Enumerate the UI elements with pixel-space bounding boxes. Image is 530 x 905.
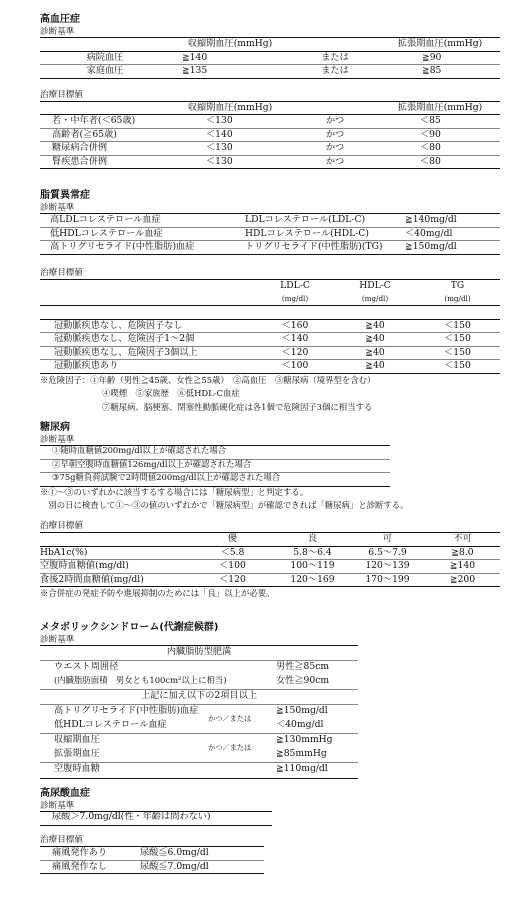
table-row	[40, 847, 264, 861]
list-item: ②早朝空腹時血糖値126mg/dl以上が確認された場合	[40, 460, 390, 474]
table-cell: ≧200	[449, 573, 476, 585]
table-row	[40, 560, 500, 574]
table-header: TG	[450, 279, 465, 291]
table-header: 拡張期血圧(mmHg)	[397, 101, 483, 113]
table-header: LDL-C	[280, 279, 310, 291]
table-cell: HDLコレステロール(HDL-C)	[245, 227, 405, 241]
table-cell: かつ	[290, 115, 380, 129]
table-cell: 尿酸≦6.0mg/dl	[140, 847, 264, 861]
dyslipidemia-note: ④喫煙 ⑤家族歴 ⑥低HDL-C血症	[102, 388, 240, 399]
unit-label: (mg/dl)	[281, 293, 309, 303]
table-header: HDL-C	[359, 279, 391, 291]
table-cell: ≧90	[380, 51, 500, 65]
table-cell: 空腹時血糖値(mg/dl)	[40, 560, 190, 574]
table-row	[40, 241, 500, 255]
table-cell: ＜130	[170, 115, 290, 129]
diabetes-note: ※①〜③のいずれかに該当するする場合には「糖尿病型」と判定する。	[40, 486, 308, 497]
table-cell: 冠動脈疾患なし、危険因子1〜2個	[40, 333, 255, 347]
table-cell: ＜40mg/dl	[405, 227, 500, 241]
table-cell: かつ	[325, 155, 345, 167]
table-cell: または	[290, 51, 380, 65]
table-cell: ＜80	[420, 155, 441, 167]
table-cell: ≧135	[182, 65, 208, 77]
table-cell: ≧110mg/dl	[276, 763, 328, 775]
table-row	[40, 227, 500, 241]
table-cell: ＜100	[281, 360, 309, 372]
table-cell: LDLコレステロール(LDL-C)	[245, 214, 405, 228]
table-cell: 冠動脈疾患あり	[54, 360, 119, 372]
hypertension-goal-label: 治療目標値	[40, 89, 83, 100]
table-cell: ＜140	[255, 333, 335, 347]
table-cell: 100〜119	[275, 560, 350, 574]
table-row	[40, 155, 500, 169]
table-cell: 若・中年者(＜65歳)	[40, 115, 170, 129]
table-cell: 6.5〜7.9	[350, 546, 425, 560]
unit-label: (mg/dl)	[444, 293, 471, 303]
table-row	[40, 115, 500, 129]
metabolic-dx-label: 診断基準	[40, 634, 75, 645]
dyslipidemia-title: 脂質異常症	[40, 190, 90, 201]
table-cell: ＜80	[380, 142, 500, 156]
table-cell: または	[321, 65, 349, 77]
diabetes-title: 糖尿病	[40, 422, 70, 433]
table-cell: ≧140mg/dl	[405, 214, 500, 228]
table-cell: ≧85	[422, 65, 442, 77]
table-cell: ＜150	[415, 333, 500, 347]
hyperuricemia-goal-label: 治療目標値	[40, 835, 83, 846]
table-cell: 冠動脈疾患なし、危険因子なし	[40, 319, 255, 333]
table-cell: ＜130	[206, 155, 233, 167]
table-row	[40, 51, 500, 65]
table-header: 可	[382, 533, 393, 545]
table-cell: 170〜199	[365, 573, 410, 585]
table-cell: ＜150	[415, 346, 500, 360]
table-cell: 低HDLコレステロール血症	[40, 227, 245, 241]
table-cell: 家庭血圧	[86, 65, 124, 77]
table-cell: 腎疾患合併例	[52, 155, 108, 167]
table-header: 収縮期血圧(mmHg)	[187, 101, 273, 113]
table-cell: 高トリグリセライド(中性脂肪)血症	[50, 241, 195, 253]
table-cell: 尿酸≦7.0mg/dl	[140, 860, 209, 872]
table-cell: 5.8〜6.4	[275, 546, 350, 560]
table-cell: 冠動脈疾患なし、危険因子3個以上	[40, 346, 255, 360]
table-cell: ＜150	[444, 360, 471, 372]
table-row	[40, 142, 500, 156]
table-cell: ＜150	[415, 319, 500, 333]
conjunction-label: かつ／または	[208, 743, 252, 753]
table-row	[40, 128, 500, 142]
table-cell: ＜90	[380, 128, 500, 142]
hypertension-dx-table	[40, 37, 500, 79]
table-cell: (内臓脂肪面積 男女とも100cm²以上に相当)	[54, 675, 227, 686]
dyslipidemia-note: ⑦糖尿病、脳梗塞、閉塞性動脈硬化症は各1個で危険因子3個に相当する	[102, 402, 373, 413]
table-cell: ≧150mg/dl	[276, 705, 328, 717]
dyslipidemia-goal-label: 治療目標値	[40, 267, 83, 278]
table-row	[40, 360, 500, 374]
table-header: 収縮期血圧(mmHg)	[187, 38, 273, 50]
table-cell: かつ	[290, 128, 380, 142]
table-cell: 男性≧85cm	[276, 661, 330, 673]
metabolic-title: メタボリックシンドローム(代謝症候群)	[40, 622, 219, 633]
metabolic-table	[40, 645, 358, 779]
diabetes-dx-list	[40, 445, 390, 487]
table-row	[40, 860, 264, 874]
table-cell: 高トリグリセライド(中性脂肪)血症	[54, 705, 199, 717]
diabetes-dx-label: 診断基準	[40, 434, 75, 445]
table-header: 上記に加え以下の2項目以上	[140, 690, 258, 702]
table-cell: 病院血圧	[40, 51, 170, 65]
hypertension-dx-label: 診断基準	[40, 26, 75, 37]
table-cell: ＜160	[255, 319, 335, 333]
list-item: ①随時血糖値200mg/dl以上が確認された場合	[40, 446, 390, 460]
table-cell: 低HDLコレステロール血症	[54, 719, 167, 731]
metabolic-section	[40, 622, 510, 779]
table-cell: ≧140	[425, 560, 500, 574]
table-row	[40, 319, 500, 333]
table-cell: 120〜169	[290, 573, 335, 585]
table-cell: ≧130mmHg	[276, 734, 333, 746]
table-header: 拡張期血圧(mmHg)	[397, 38, 483, 50]
table-cell: ＜100	[190, 560, 275, 574]
hypertension-title: 高血圧症	[40, 14, 80, 25]
table-cell: ≧150mg/dl	[405, 241, 457, 253]
table-cell: ≧40	[335, 346, 415, 360]
table-row	[40, 346, 500, 360]
table-cell: 拡張期血圧	[54, 748, 100, 760]
table-cell: 女性≧90cm	[276, 675, 330, 687]
hypertension-section	[40, 14, 510, 169]
table-cell: トリグリセライド(中性脂肪)(TG)	[245, 241, 383, 253]
table-cell: 糖尿病合併例	[40, 142, 170, 156]
conjunction-label: かつ／または	[208, 714, 252, 724]
table-cell: ＜140	[170, 128, 290, 142]
diabetes-note: 別の日に検査して①〜③の値のいずれかで「糖尿病型」が確認できれば「糖尿病」と診断する。	[40, 499, 409, 510]
diabetes-goal-table	[40, 532, 500, 587]
hyperuricemia-goal-table	[40, 846, 264, 874]
table-row	[40, 65, 500, 79]
table-cell: ≧140	[170, 51, 290, 65]
table-header: 良	[307, 533, 318, 545]
table-header: 内臓脂肪型肥満	[166, 646, 232, 658]
table-cell: 収縮期血圧	[54, 734, 100, 746]
table-cell: 痛風発作あり	[40, 847, 140, 861]
table-cell: ＜40mg/dl	[276, 719, 324, 731]
diabetes-section	[40, 422, 510, 599]
table-cell: かつ	[290, 142, 380, 156]
table-cell: 食後2時間血糖値(mg/dl)	[40, 573, 144, 585]
dyslipidemia-goal-table	[40, 279, 500, 374]
table-row	[40, 214, 500, 228]
table-cell: 高LDLコレステロール血症	[40, 214, 245, 228]
table-row	[40, 333, 500, 347]
table-cell: ≧40	[335, 319, 415, 333]
table-header: 不可	[453, 533, 472, 545]
dyslipidemia-dx-table	[40, 213, 500, 255]
table-cell: ≧40	[365, 360, 385, 372]
hyperuricemia-dx-row: 尿酸＞7.0mg/dl(性・年齢は問わない)	[40, 811, 272, 826]
table-cell: ≧85mmHg	[276, 748, 327, 760]
table-cell: 痛風発作なし	[52, 860, 108, 872]
table-row	[40, 573, 500, 587]
table-cell: ウエスト周囲径	[54, 661, 119, 673]
list-item: ③75g糖負荷試験で2時間値200mg/dl以上が確認された場合	[52, 472, 281, 483]
table-cell: ＜120	[219, 573, 246, 585]
table-cell: 空腹時血糖	[54, 763, 100, 775]
table-cell: ＜130	[170, 142, 290, 156]
table-row	[40, 546, 500, 560]
hyperuricemia-section	[40, 788, 510, 874]
table-header: 優	[227, 533, 238, 545]
table-cell: ＜5.8	[190, 546, 275, 560]
table-cell: ≧40	[335, 333, 415, 347]
table-cell: ＜120	[255, 346, 335, 360]
table-cell: HbA1c(%)	[40, 546, 190, 560]
unit-label: (mg/dl)	[361, 293, 389, 303]
dyslipidemia-note: ※危険因子：①年齢（男性≧45歳、女性≧55歳） ②高血圧 ③糖尿病（境界型を含む）	[40, 374, 376, 385]
dyslipidemia-section	[40, 190, 510, 413]
hypertension-goal-table	[40, 101, 500, 170]
table-cell: 120〜139	[350, 560, 425, 574]
hyperuricemia-title: 高尿酸血症	[40, 788, 90, 799]
dyslipidemia-dx-label: 診断基準	[40, 202, 75, 213]
diabetes-goal-label: 治療目標値	[40, 521, 83, 532]
table-cell: 高齢者(≧65歳)	[40, 128, 170, 142]
table-cell: ＜85	[380, 115, 500, 129]
diabetes-footnote: ※合併症の発症予防や進展抑制のためには「良」以上が必要。	[40, 588, 275, 599]
hyperuricemia-dx-label: 診断基準	[40, 800, 75, 811]
table-cell: ≧8.0	[425, 546, 500, 560]
